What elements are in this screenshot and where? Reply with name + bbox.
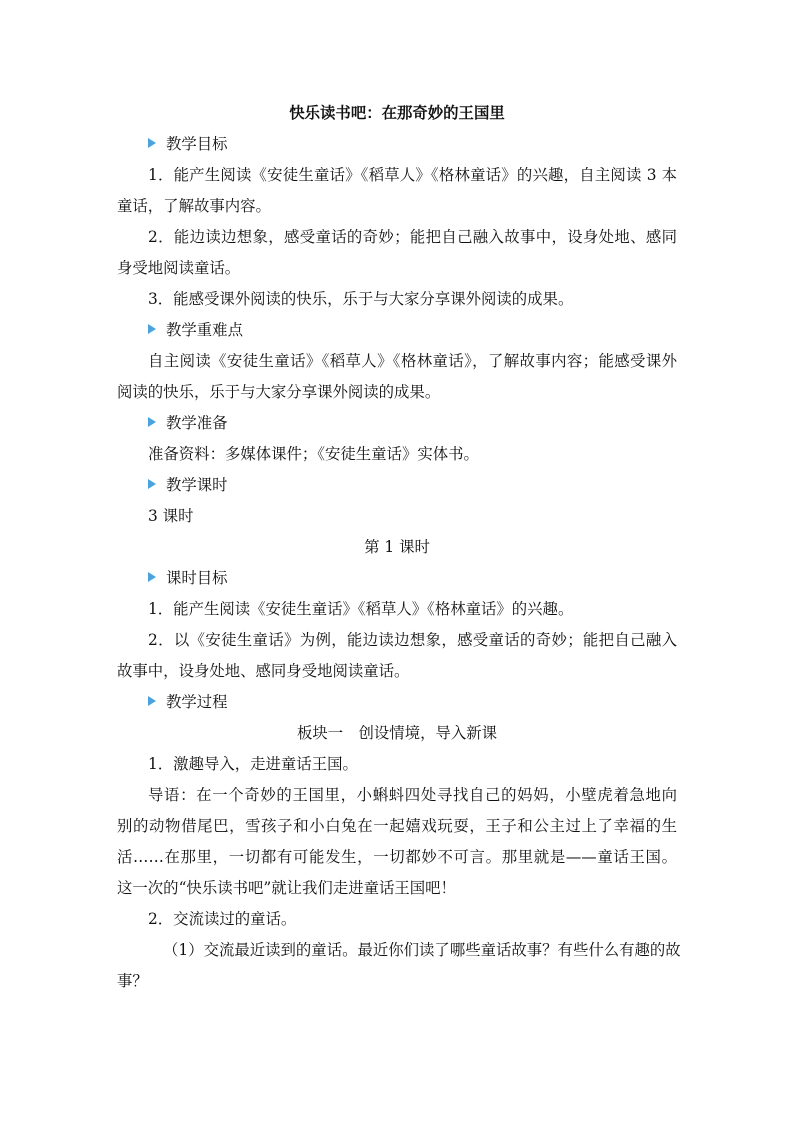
paragraph-text: 活……在那里，一切都有可能发生，一切都妙不可言。那里就是——童话王国。 <box>117 848 677 866</box>
section-heading-label: 教学目标 <box>166 135 228 153</box>
section-heading-label: 教学准备 <box>166 414 228 432</box>
paragraph-line <box>117 966 677 997</box>
paragraph-line <box>117 656 677 687</box>
paragraph-text: 故事中，设身处地、感同身受地阅读童话。 <box>117 662 410 680</box>
paragraph-text: 准备资料：多媒体课件；《安徒生童话》实体书。 <box>148 445 479 463</box>
section-heading <box>117 408 677 439</box>
paragraph-text: 身受地阅读童话。 <box>117 259 241 277</box>
paragraph-text: 1．能产生阅读《安徒生童话》《稻草人》《格林童话》的兴趣，自主阅读 3 本 <box>148 166 677 184</box>
paragraph-line <box>117 377 677 408</box>
paragraph-line <box>117 842 677 873</box>
paragraph-text: 自主阅读《安徒生童话》《稻草人》《格林童话》，了解故事内容；能感受课外 <box>148 352 677 370</box>
paragraph-line <box>117 873 677 904</box>
paragraph-line <box>117 904 677 935</box>
paragraph-line <box>117 811 677 842</box>
triangle-bullet-icon <box>148 696 156 706</box>
paragraph-text: 2．以《安徒生童话》为例，能边读边想象，感受童话的奇妙；能把自己融入 <box>148 631 677 649</box>
paragraph-line <box>117 284 677 315</box>
paragraph-line <box>117 935 681 966</box>
paragraph-line <box>117 501 677 532</box>
document-title: 快乐读书吧：在那奇妙的王国里 <box>289 104 505 122</box>
section-heading-label: 课时目标 <box>166 569 228 587</box>
subheading <box>117 718 677 749</box>
paragraph-text: 3 课时 <box>148 507 194 525</box>
paragraph-line <box>117 346 677 377</box>
triangle-bullet-icon <box>148 138 156 148</box>
paragraph-text: 童话，了解故事内容。 <box>117 197 271 215</box>
subheading <box>117 532 677 563</box>
paragraph-line <box>117 439 677 470</box>
paragraph-text: 这一次的“快乐读书吧”就让我们走进童话王国吧！ <box>117 879 456 897</box>
section-heading <box>117 687 677 718</box>
paragraph-text: 3．能感受课外阅读的快乐，乐于与大家分享课外阅读的成果。 <box>148 290 574 308</box>
subheading-text: 板块一 创设情境，导入新课 <box>296 724 498 742</box>
paragraph-text: 2．能边读边想象，感受童话的奇妙；能把自己融入故事中，设身处地、感同 <box>148 228 677 246</box>
document-body <box>117 98 681 997</box>
paragraph-line <box>117 749 677 780</box>
document-lines <box>117 129 681 997</box>
triangle-bullet-icon <box>148 479 156 489</box>
triangle-bullet-icon <box>148 572 156 582</box>
section-heading <box>117 129 677 160</box>
paragraph-text: 事？ <box>117 972 148 990</box>
section-heading-label: 教学课时 <box>166 476 228 494</box>
paragraph-line <box>117 222 677 253</box>
paragraph-line <box>117 191 677 222</box>
paragraph-text: 别的动物借尾巴，雪孩子和小白兔在一起嬉戏玩耍，王子和公主过上了幸福的生 <box>117 817 677 835</box>
triangle-bullet-icon <box>148 324 156 334</box>
section-heading-label: 教学重难点 <box>166 321 243 339</box>
paragraph-line <box>117 160 677 191</box>
section-heading <box>117 470 677 501</box>
subheading-text: 第 1 课时 <box>364 538 430 556</box>
paragraph-text: 1．激趣导入，走进童话王国。 <box>148 755 358 773</box>
paragraph-text: 1．能产生阅读《安徒生童话》《稻草人》《格林童话》的兴趣。 <box>148 600 574 618</box>
section-heading <box>117 563 677 594</box>
triangle-bullet-icon <box>148 417 156 427</box>
paragraph-line <box>117 625 677 656</box>
paragraph-text: 导语：在一个奇妙的王国里，小蝌蚪四处寻找自己的妈妈，小壁虎着急地向 <box>148 786 677 804</box>
paragraph-text: 阅读的快乐，乐于与大家分享课外阅读的成果。 <box>117 383 441 401</box>
paragraph-line <box>117 594 677 625</box>
paragraph-text: （1）交流最近读到的童话。最近你们读了哪些童话故事？有些什么有趣的故 <box>163 941 681 959</box>
paragraph-text: 2．交流读过的童话。 <box>148 910 297 928</box>
section-heading-label: 教学过程 <box>166 693 228 711</box>
section-heading <box>117 315 677 346</box>
paragraph-line <box>117 253 677 284</box>
paragraph-line <box>117 780 677 811</box>
